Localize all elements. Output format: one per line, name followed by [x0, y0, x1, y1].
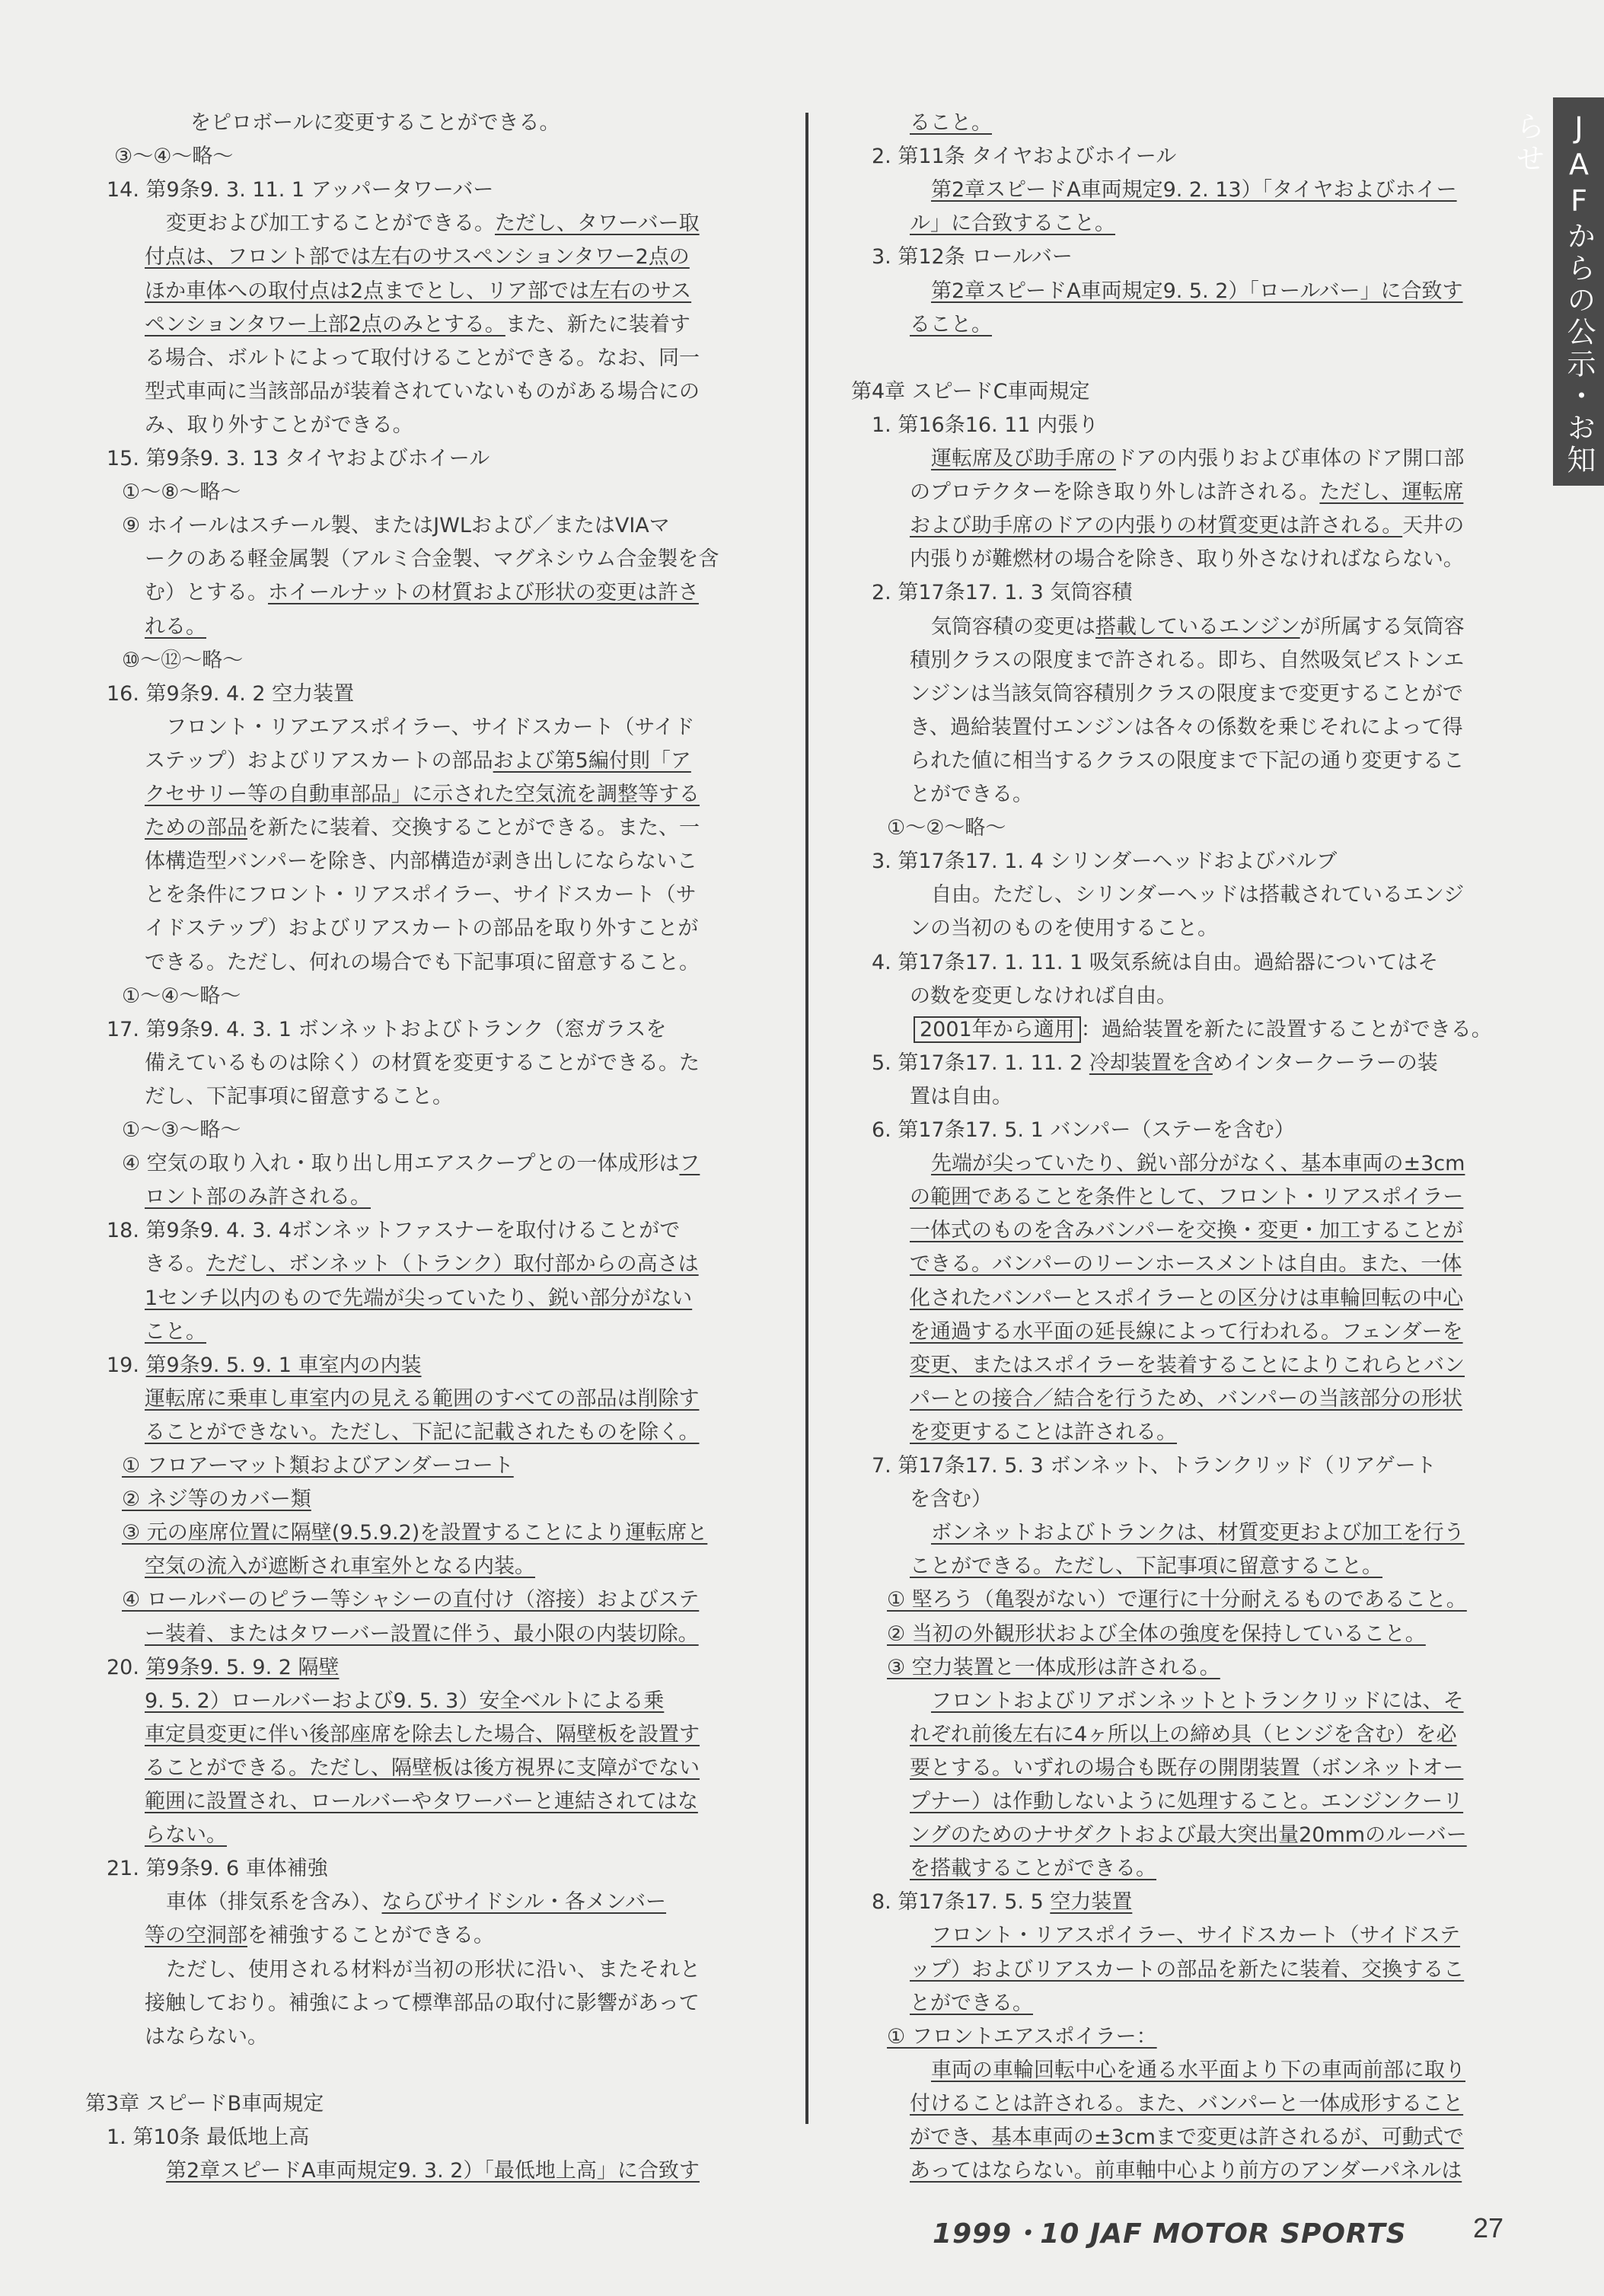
text-line: [166, 711, 694, 745]
underlined-text: を通過する水平面の延長線によって行われる。フェンダーを: [910, 1319, 1463, 1344]
underlined-text: 等の空洞部: [145, 1924, 247, 1948]
underlined-text: 第2章スピードA車両規定9. 3. 2）「最低地上高」に合致す: [166, 2159, 700, 2183]
underlined-text: ることができない。ただし、下記に記載されたものを除く。: [145, 1420, 700, 1444]
underlined-text: プナー）は作動しないように処理すること。エンジンクーリ: [910, 1790, 1464, 1813]
underlined-text: ること。: [910, 111, 992, 135]
text-line: [910, 711, 1463, 745]
text-segment: 置は自由。: [910, 1084, 1012, 1108]
text-line: [145, 1248, 699, 1281]
text-line: [145, 812, 700, 845]
underlined-text: れる。: [145, 614, 206, 639]
text-segment: 14. 第9条9. 3. 11. 1 アッパータワーバー: [107, 178, 494, 202]
underlined-text: 第2章スピードA車両規定9. 2. 13）「タイヤおよびホイー: [931, 178, 1457, 202]
side-tab-label: JAFからの公示・お知らせ: [1511, 111, 1596, 477]
underlined-text: ングのためのナサダクトおよび最大突出量20mmのルーバー: [910, 1823, 1467, 1848]
text-line: [910, 1483, 992, 1516]
underlined-text: 化されたバンパーとスポイラーとの区分けは車輪回転の中心: [910, 1286, 1464, 1310]
underlined-text: ② ネジ等のカバー類: [122, 1488, 311, 1512]
text-line: [931, 611, 1465, 644]
text-segment: 体構造型バンパーを除き、内部構造が剥き出しにならないこ: [145, 850, 698, 874]
underlined-text: ② 当初の外観形状および全体の強度を保持していること。: [887, 1622, 1426, 1646]
text-line: [145, 543, 719, 576]
text-segment: 4. 第17条17. 1. 11. 1 吸気系統は自由。過給器についてはそ: [872, 950, 1439, 974]
underlined-text: 1センチ以内のもので先端が尖っていたり、鋭い部分がない: [145, 1286, 693, 1310]
text-line: [145, 1919, 494, 1953]
underlined-text: ップ）およびリアスカートの部品を新たに装着、交換するこ: [910, 1957, 1465, 1982]
text-line: [122, 1147, 700, 1181]
text-segment: ：過給装置を新たに設置することができる。: [1080, 1017, 1492, 1041]
text-line: [910, 745, 1464, 778]
text-line: [145, 1382, 699, 1416]
text-line: [190, 107, 560, 140]
text-line: [910, 509, 1464, 543]
text-line: [145, 409, 413, 442]
text-segment: 1. 第16条16. 11 内張り: [872, 413, 1099, 437]
text-line: [145, 1181, 371, 1214]
underlined-text: 付点は、フロント部では左右のサスペンションタワー2点の: [145, 245, 690, 269]
text-line: [166, 207, 700, 241]
text-line: [145, 275, 691, 308]
underlined-text: ③ 空力装置と一体成形は許される。: [887, 1655, 1220, 1679]
text-segment: めインタークーラーの装: [1212, 1051, 1438, 1075]
text-line: [931, 2054, 1465, 2087]
underlined-text: フロント・リアスポイラー、サイドスカート（サイドステ: [931, 1924, 1460, 1948]
text-line: [145, 946, 700, 980]
underlined-text: 車定員変更に伴い後部座席を除去した場合、隔壁板を設置す: [145, 1722, 700, 1746]
underlined-text: パーとの接合／結合を行うため、バンパーの当該部分の形状: [910, 1386, 1463, 1411]
text-line: [107, 174, 493, 207]
text-segment: をピロボールに変更することができる。: [190, 111, 560, 135]
text-segment: 2. 第11条 タイヤおよびホイール: [872, 145, 1177, 169]
text-segment: が所属する気筒容: [1299, 614, 1465, 639]
underlined-text: 変更、またはスポイラーを装着することによりこれらとバン: [910, 1353, 1465, 1377]
text-segment: 接触しており。補強によって標準部品の取付に影響があって: [145, 1991, 700, 2015]
text-segment: 内張りが難燃材の場合を除き、取り外さなければならない。: [910, 547, 1464, 572]
underlined-text: 9. 5. 2）ロールバーおよび9. 5. 3）安全ベルトによる乗: [145, 1689, 665, 1713]
text-line: [910, 1382, 1462, 1416]
underlined-text: 車両の車輪回転中心を通る水平面より下の車両前部に取り: [931, 2058, 1465, 2082]
text-line: [931, 879, 1464, 912]
text-segment: 2. 第17条17. 1. 3 気筒容積: [872, 581, 1133, 605]
underlined-text: フ: [679, 1152, 700, 1176]
text-line: [931, 1147, 1465, 1181]
footer-issue: 1999・10 JAF MOTOR SPORTS: [933, 2218, 1407, 2250]
text-segment: ⑩～⑫～略～: [122, 648, 244, 672]
text-line: [145, 375, 700, 409]
text-segment: 18. 第9条9. 4. 3. 4ボンネットファスナーを取付けることがで: [107, 1219, 681, 1243]
underlined-text: ロント部のみ許される。: [145, 1185, 371, 1210]
text-segment: 17. 第9条9. 4. 3. 1 ボンネットおよびトランク（窓ガラスを: [107, 1017, 667, 1041]
text-segment: 7. 第17条17. 5. 3 ボンネット、トランクリッド（リアゲート: [872, 1454, 1437, 1478]
text-segment: 車体（排気系を含み）、: [166, 1890, 382, 1915]
text-line: [910, 1953, 1464, 1987]
text-line: [910, 1181, 1463, 1214]
text-line: [872, 1886, 1132, 1919]
underlined-text: 第9条9. 5. 9. 1 車室内の内装: [145, 1353, 422, 1377]
underlined-text: ③ 元の座席位置に隔壁(9.5.9.2)を設置することにより運転席と: [122, 1521, 708, 1545]
text-segment: はならない。: [145, 2024, 268, 2049]
underlined-text: 範囲に設置され、ロールバーやタワーバーと連結されてはな: [145, 1790, 698, 1813]
underlined-text: を変更することは許される。: [910, 1420, 1177, 1444]
text-line: [145, 912, 698, 946]
text-line: [145, 778, 700, 812]
text-line: [122, 1114, 241, 1147]
underlined-text: 空気の流入が遮断され車室外となる内装。: [145, 1555, 535, 1579]
text-segment: を含む）: [910, 1488, 992, 1512]
text-line: [85, 2087, 324, 2121]
text-line: [910, 1752, 1463, 1785]
text-line: [910, 1214, 1463, 1248]
text-segment: ①～④～略～: [122, 984, 241, 1008]
text-segment: 気筒容積の変更は: [931, 614, 1095, 639]
text-line: [122, 644, 243, 678]
underlined-text: および第5編付則「ア: [493, 748, 691, 773]
text-line: [887, 2020, 1157, 2054]
text-line: [145, 745, 691, 778]
text-line: [910, 980, 1177, 1013]
text-segment: 16. 第9条9. 4. 2 空力装置: [107, 681, 355, 706]
text-segment: 自由。ただし、シリンダーヘッドは搭載されているエンジ: [931, 883, 1465, 907]
underlined-text: ① フロアーマット類およびアンダーコート: [122, 1454, 514, 1478]
text-line: [872, 140, 1176, 174]
text-segment: られた値に相当するクラスの限度まで下記の通り変更するこ: [910, 748, 1465, 773]
text-line: [122, 476, 241, 509]
underlined-text: 一体式のものを含みバンパーを交換・変更・加工することが: [910, 1219, 1464, 1243]
underlined-text: クセサリー等の自動車部品」に示された空気流を調整等する: [145, 783, 700, 806]
text-line: [166, 1953, 700, 1987]
text-line: [872, 1114, 1295, 1147]
text-segment: 15. 第9条9. 3. 13 タイヤおよびホイール: [107, 447, 490, 470]
text-segment: を新たに装着、交換することができる。また、一: [247, 816, 700, 840]
text-segment: ドアの内張りおよび車体のドア開口部: [1116, 447, 1465, 470]
text-line: [145, 1315, 206, 1349]
text-line: [145, 1416, 699, 1449]
underlined-text: ル」に合致すること。: [910, 212, 1115, 236]
text-line: [910, 912, 1218, 946]
underlined-text: ることができる。ただし、隔壁板は後方視界に支障がでない: [145, 1755, 700, 1780]
text-line: [872, 1449, 1437, 1483]
text-line: [107, 1852, 328, 1886]
underlined-text: の範囲であることを条件として、フロント・リアスポイラー: [910, 1185, 1464, 1210]
text-segment: き、過給装置付エンジンは各々の係数を乗じそれによって得: [910, 715, 1463, 739]
text-line: [145, 1618, 699, 1651]
text-line: [122, 509, 670, 543]
underlined-text: を搭載することができる。: [910, 1857, 1156, 1881]
text-line: [931, 1919, 1460, 1953]
text-segment: 積別クラスの限度まで許される。即ち、自然吸気ピストンエ: [910, 648, 1465, 672]
text-line: [122, 1583, 699, 1617]
underlined-text: 第9条9. 5. 9. 2 隔壁: [145, 1655, 340, 1679]
text-segment: 3. 第12条 ロールバー: [872, 245, 1073, 269]
text-line: [910, 1416, 1177, 1449]
underlined-text: 空力装置: [1050, 1890, 1133, 1915]
text-segment: 備えているものは除く）の材質を変更することができる。た: [145, 1051, 700, 1075]
text-segment: また、新たに装着す: [505, 312, 690, 336]
text-line: [145, 1819, 227, 1852]
text-line: [145, 1987, 700, 2020]
text-line: [872, 409, 1099, 442]
underlined-text: 要とする。いずれの場合も既存の開閉装置（ボンネットオー: [910, 1755, 1464, 1780]
underlined-text: 運転席及び助手席の: [931, 447, 1116, 470]
text-segment: の数を変更しなければ自由。: [910, 984, 1177, 1008]
underlined-text: 運転席に乗車し車室内の見える範囲のすべての部品は削除す: [145, 1386, 700, 1411]
text-segment: とを条件にフロント・リアスポイラー、サイドスカート（サ: [145, 883, 697, 907]
underlined-text: れぞれ前後左右に4ヶ所以上の締め具（ヒンジを含む）を必: [910, 1722, 1457, 1746]
underlined-text: ただし、運転席: [1319, 480, 1464, 505]
text-line: [145, 308, 690, 342]
text-line: [107, 1013, 666, 1047]
text-segment: ③～④～略～: [114, 145, 234, 169]
text-line: [872, 946, 1438, 980]
text-segment: む）とする。: [145, 581, 268, 605]
text-segment: ①～②～略～: [887, 816, 1006, 840]
text-segment: 6. 第17条17. 5. 1 バンパー（ステーを含む）: [872, 1118, 1295, 1142]
text-line: [122, 1516, 707, 1550]
text-line: [145, 1785, 698, 1819]
text-line: [145, 845, 697, 879]
underlined-text: あってはならない。前車軸中心より前方のアンダーパネルは: [910, 2159, 1462, 2183]
text-line: [910, 1819, 1467, 1852]
text-line: [910, 2087, 1463, 2121]
text-segment: 1. 第10条 最低地上高: [107, 2125, 310, 2149]
text-line: [910, 678, 1463, 711]
underlined-text: 付けることは許される。また、バンパーと一体成形すること: [910, 2091, 1464, 2116]
text-line: [107, 1349, 422, 1382]
underlined-text: ④ ロールバーのピラー等シャシーの直付け（溶接）およびステ: [122, 1588, 700, 1612]
text-line: [122, 1483, 311, 1516]
text-line: [872, 576, 1132, 610]
underlined-text: 先端が尖っていたり、鋭い部分がなく、基本車両の±3cm: [931, 1152, 1465, 1176]
text-line: [145, 1752, 700, 1785]
underlined-text: ① 堅ろう（亀裂がない）で運行に十分耐えるものであること。: [887, 1588, 1467, 1612]
text-line: [107, 678, 354, 711]
text-line: [910, 778, 1033, 812]
text-line: [910, 476, 1463, 509]
text-line: [931, 174, 1457, 207]
text-segment: ークのある軽金属製（アルミ合金製、マグネシウム合金製を含: [145, 547, 719, 572]
underlined-text: ボンネットおよびトランクは、: [931, 1521, 1218, 1545]
text-segment: ンの当初のものを使用すること。: [910, 917, 1218, 941]
underlined-text: ること。: [910, 312, 992, 336]
text-segment: ンジンは当該気筒容積別クラスの限度まで変更することがで: [910, 681, 1463, 706]
underlined-text: ー装着、またはタワーバー設置に伴う、最小限の内装切除。: [145, 1622, 699, 1646]
text-line: [887, 1618, 1426, 1651]
text-line: [145, 1080, 453, 1114]
underlined-text: 冷却装置を含: [1089, 1051, 1213, 1075]
text-line: [145, 879, 697, 912]
underlined-text: を行う: [1402, 1521, 1465, 1545]
text-line: [145, 1685, 664, 1718]
text-line: [107, 442, 489, 476]
text-line: [910, 1987, 1033, 2020]
underlined-text: ホイールナットの材質および形状の変更は許さ: [268, 581, 699, 605]
text-line: [931, 275, 1463, 308]
text-line: [145, 1282, 692, 1315]
underlined-text: ただし、ボンネット（トランク）取付部からの高さは: [206, 1252, 699, 1277]
underlined-text: できる。バンパーのリーンホースメントは自由。また、一体: [910, 1252, 1462, 1277]
text-segment: ただし、使用される材料が当初の形状に沿い、またそれと: [166, 1957, 700, 1982]
underlined-text: および助手席のドアの内張りの材質変更は許される。: [910, 514, 1403, 538]
text-line: [910, 2121, 1464, 2154]
underlined-text: ほか車体への取付点は2点までとし、リア部では左右のサス: [145, 279, 692, 303]
text-segment: 19.: [107, 1353, 146, 1377]
text-line: [887, 1651, 1220, 1685]
text-line: [887, 1583, 1467, 1617]
text-segment: イドステップ）およびリアスカートの部品を取り外すことが: [145, 917, 699, 941]
text-line: [910, 644, 1464, 678]
text-line: [887, 812, 1006, 845]
text-segment: 天井の: [1402, 514, 1465, 538]
text-segment: のプロテクターを除き取り外しは許される。: [910, 480, 1320, 505]
text-line: [910, 1550, 1382, 1583]
text-line: [872, 241, 1073, 274]
text-line: [122, 980, 241, 1013]
text-line: [145, 611, 206, 644]
text-segment: だし、下記事項に留意すること。: [145, 1084, 453, 1108]
text-line: [145, 342, 700, 375]
underlined-text: ペンションタワー上部2点のみとする。: [145, 312, 505, 336]
text-segment: できる。ただし、何れの場合でも下記事項に留意すること。: [145, 950, 700, 974]
text-segment: 第4章 スピードC車両規定: [851, 379, 1090, 403]
text-line: [914, 1013, 1492, 1047]
text-line: [910, 543, 1464, 576]
text-line: [931, 1685, 1464, 1718]
text-line: [910, 1080, 1012, 1114]
boxed-label: 2001年から適用: [914, 1016, 1081, 1043]
section-side-tab: [1511, 97, 1604, 486]
text-line: [910, 2154, 1462, 2188]
underlined-text: フロントおよびリアボンネットとトランクリッドには、そ: [931, 1689, 1464, 1713]
underlined-text: ① フロントエアスポイラー：: [887, 2024, 1157, 2049]
underlined-text: 材質変更および加工: [1217, 1521, 1403, 1545]
text-line: [910, 308, 992, 342]
text-line: [145, 1550, 535, 1583]
text-segment: 型式車両に当該部品が装着されていないものがある場合にの: [145, 379, 700, 403]
text-segment: ①～⑧～略～: [122, 480, 241, 505]
text-segment: きる。: [145, 1252, 206, 1277]
text-line: [107, 1214, 680, 1248]
text-line: [145, 1718, 700, 1752]
text-line: [145, 241, 690, 274]
text-line: [166, 2154, 700, 2188]
text-line: [931, 1516, 1465, 1550]
text-line: [910, 1248, 1462, 1281]
text-line: [931, 442, 1464, 476]
text-segment: る場合、ボルトによって取付けることができる。なお、同一: [145, 346, 700, 370]
underlined-text: こと。: [145, 1319, 206, 1344]
text-segment: ステップ）およびリアスカートの部品: [145, 748, 493, 773]
underlined-text: ならびサイドシル・各メンバー: [381, 1890, 667, 1915]
text-segment: 5. 第17条17. 1. 11. 2: [872, 1051, 1089, 1075]
text-line: [910, 1282, 1463, 1315]
text-line: [851, 375, 1090, 409]
text-segment: を補強することができる。: [247, 1924, 494, 1948]
page-number: 27: [1473, 2212, 1504, 2243]
underlined-text: 搭載しているエンジン: [1095, 614, 1300, 639]
text-line: [910, 1852, 1156, 1886]
underlined-text: ができ、基本車両の±3cmまで変更は許されるが、可動式で: [910, 2125, 1464, 2149]
text-line: [145, 2020, 268, 2054]
text-segment: ①～③～略～: [122, 1118, 241, 1142]
text-line: [107, 1651, 340, 1685]
column-divider: [805, 113, 808, 2124]
text-line: [145, 576, 699, 610]
text-line: [107, 2121, 309, 2154]
text-line: [122, 1449, 514, 1483]
text-line: [910, 207, 1115, 241]
text-segment: 変更および加工することができる。: [166, 212, 495, 236]
underlined-text: ことができる。ただし、下記事項に留意すること。: [910, 1555, 1382, 1579]
underlined-text: とができる。: [910, 1991, 1033, 2015]
text-segment: フロント・リアエアスポイラー、サイドスカート（サイド: [166, 715, 695, 739]
text-line: [872, 1047, 1438, 1080]
text-line: [910, 1785, 1463, 1819]
text-segment: とができる。: [910, 783, 1033, 806]
text-segment: 第3章 スピードB車両規定: [85, 2091, 324, 2116]
text-line: [910, 1718, 1457, 1752]
underlined-text: らない。: [145, 1823, 227, 1848]
text-segment: 3. 第17条17. 1. 4 シリンダーヘッドおよびバルブ: [872, 850, 1338, 874]
text-line: [910, 107, 992, 140]
text-line: [145, 1047, 700, 1080]
text-segment: ④ 空気の取り入れ・取り出し用エアスクープとの一体成形は: [122, 1152, 680, 1176]
text-line: [166, 1886, 666, 1919]
text-segment: 20.: [107, 1655, 146, 1679]
underlined-text: 第2章スピードA車両規定9. 5. 2）「ロールバー」に合致す: [931, 279, 1463, 303]
text-segment: ⑨ ホイールはスチール製、またはJWLおよび／またはVIAマ: [122, 514, 670, 538]
underlined-text: ただし、タワーバー取: [495, 212, 700, 236]
text-line: [114, 140, 233, 174]
text-line: [910, 1349, 1465, 1382]
text-line: [872, 845, 1337, 879]
text-segment: み、取り外すことができる。: [145, 413, 413, 437]
underlined-text: ための部品: [145, 816, 247, 840]
text-segment: 21. 第9条9. 6 車体補強: [107, 1857, 328, 1881]
text-line: [910, 1315, 1463, 1349]
text-segment: 8. 第17条17. 5. 5: [872, 1890, 1051, 1915]
